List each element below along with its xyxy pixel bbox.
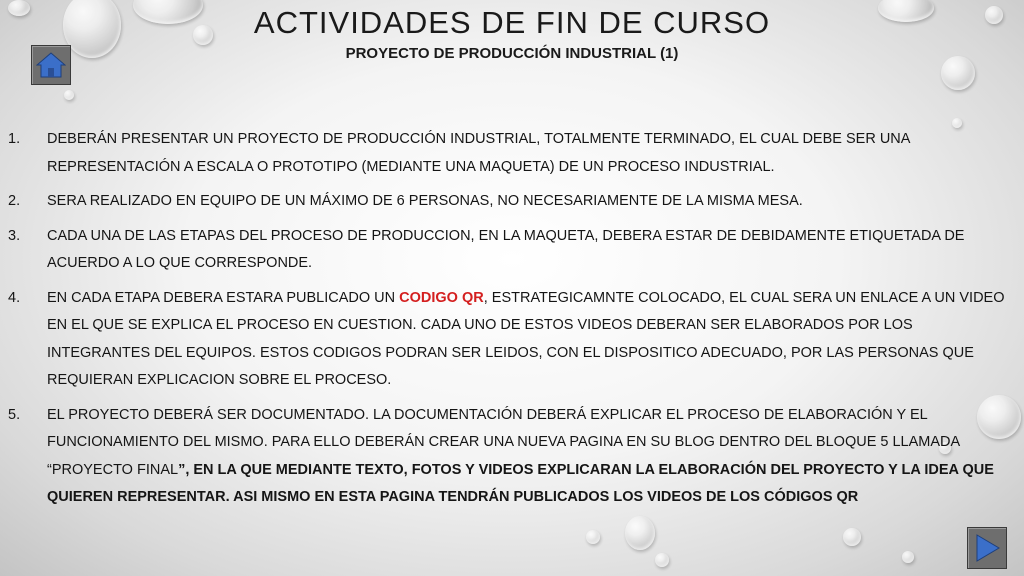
requirements-list [8, 126, 1018, 519]
water-drop-decoration [586, 530, 600, 544]
play-next-icon [973, 533, 1001, 563]
home-button[interactable] [31, 45, 71, 85]
water-drop-decoration [655, 553, 669, 567]
item-number: 4. [8, 289, 21, 306]
item-text: , ESTRATEGICAMNTE COLOCADO, EL CUAL SERA UN ENLACE A UN VIDEO EN EL QUE SE EXPLICA EL PROCESO EN CUESTION. CADA UNO DE ESTOS VIDEOS DEBERAN SER ELABORADOS POR LOS INTEGRANTES DEL EQUIPOS. ESTOS CODIGOS PODRAN SER LEIDOS, CON EL DISPOSITICO ADECUADO, POR LAS PERSONAS QUE REQUIERAN EXPLICACION SOBRE EL PROCESO. [47, 289, 1005, 388]
list-item [8, 126, 1018, 181]
item-text: DEBERÁN PRESENTAR UN PROYECTO DE PRODUCCIÓN INDUSTRIAL, TOTALMENTE TERMINADO, EL CUAL DEBE SER UNA REPRESENTACIÓN A ESCALA O PROTOTIPO (MEDIANTE UNA MAQUETA) DE UN PROCESO INDUSTRIAL. [47, 131, 910, 175]
item-text: CADA UNA DE LAS ETAPAS DEL PROCESO DE PRODUCCION, EN LA MAQUETA, DEBERA ESTAR DE DEBIDAMENTE ETIQUETADA DE ACUERDO A LO QUE CORRESPONDE. [47, 227, 965, 271]
item-number: 2. [8, 193, 21, 209]
item-text: EN CADA ETAPA DEBERA ESTARA PUBLICADO UN [47, 289, 400, 306]
item-bold-text: ”, EN LA QUE MEDIANTE TEXTO, FOTOS Y VIDEOS EXPLICARAN LA ELABORACIÓN DEL PROYECTO Y LA IDEA QUE QUIEREN REPRESENTAR. ASI MISMO EN ESTA PAGINA TENDRÁN PUBLICADOS LOS VIDEOS DE LOS CÓDIGOS QR [47, 461, 994, 505]
home-icon [36, 51, 66, 79]
water-drop-decoration [902, 551, 914, 563]
water-drop-decoration [843, 528, 861, 546]
item-number: 5. [8, 406, 21, 423]
water-drop-decoration [64, 90, 74, 100]
list-item [8, 188, 1018, 216]
list-item [8, 285, 1018, 395]
item-text: SERA REALIZADO EN EQUIPO DE UN MÁXIMO DE 6 PERSONAS, NO NECESARIAMENTE DE LA MISMA MESA. [47, 193, 803, 209]
item-number: 1. [8, 131, 21, 147]
qr-code-highlight: CODIGO QR [399, 289, 484, 306]
item-text: EL PROYECTO DEBERÁ SER DOCUMENTADO. LA DOCUMENTACIÓN DEBERÁ EXPLICAR EL PROCESO DE ELABORACIÓN Y EL FUNCIONAMIENTO DEL MISMO. PARA ELLO DEBERÁN CREAR UNA NUEVA PAGINA EN SU BLOG DENTRO DEL BLOQUE 5 LLAMADA “PROYECTO FINAL [47, 406, 960, 478]
slide-subtitle: PROYECTO DE PRODUCCIÓN INDUSTRIAL (1) [345, 45, 679, 62]
next-slide-button[interactable] [967, 527, 1007, 569]
slide-title: ACTIVIDADES DE FIN DE CURSO [253, 5, 771, 40]
item-number: 3. [8, 227, 21, 244]
list-item [8, 402, 1018, 512]
water-drop-decoration [625, 516, 655, 550]
list-item [8, 223, 1018, 278]
